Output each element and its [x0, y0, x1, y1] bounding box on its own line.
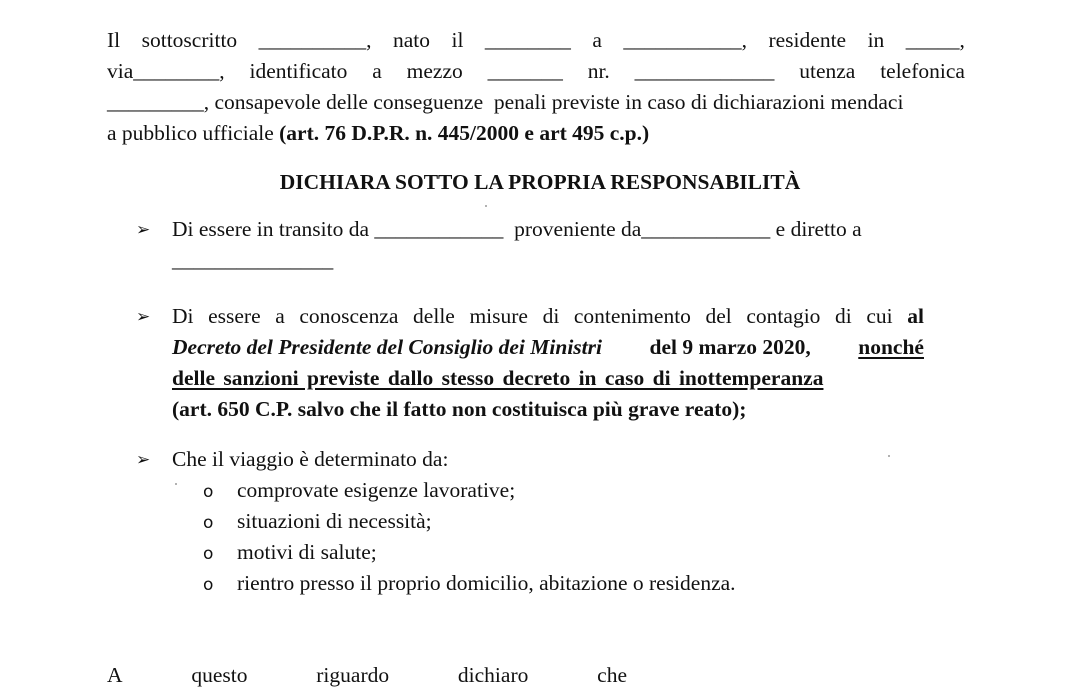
scan-speck — [485, 205, 487, 207]
arrow-bullet-icon: ➢ — [136, 307, 151, 327]
decree-title: Decreto del Presidente del Consiglio dei Ministri — [172, 335, 602, 359]
scan-speck — [175, 483, 177, 485]
scan-speck — [888, 455, 890, 457]
arrow-bullet-icon: ➢ — [136, 220, 151, 240]
decree-line-2: Decreto del Presidente del Consiglio dei Ministri del 9 marzo 2020, nonché — [172, 335, 924, 359]
footer-line: A questo riguardo dichiaro che — [107, 663, 627, 687]
name-blank[interactable]: __________, — [258, 28, 372, 52]
intro-line-2: via________, identificato a mezzo _______ nr. _____________ utenza telefonica — [107, 59, 965, 83]
decree-line-1: Di essere a conoscenza delle misure di contenimento del contagio di cui al — [172, 304, 924, 328]
intro-line-3: _________, consapevole delle conseguenze penali previste in caso di dichiarazioni mendaci — [107, 90, 904, 114]
birth-date-blank[interactable]: ________ — [484, 28, 571, 52]
id-number-blank[interactable]: _____________ — [634, 59, 775, 83]
option-marker[interactable]: o — [203, 482, 214, 502]
travel-reason-label: Che il viaggio è determinato da: — [172, 447, 449, 471]
destination-blank[interactable]: _______________ — [172, 248, 334, 272]
street-blank[interactable]: via________, — [107, 59, 225, 83]
legal-reference: (art. 76 D.P.R. n. 445/2000 e art 495 c.p.) — [279, 121, 650, 145]
intro-line-1: Il sottoscritto __________, nato il ________ a ___________, residente in _____, — [107, 28, 965, 52]
option-marker[interactable]: o — [203, 575, 214, 595]
id-document-blank[interactable]: _______ — [487, 59, 563, 83]
birth-place-blank[interactable]: ___________, — [623, 28, 748, 52]
option-health[interactable]: motivi di salute; — [237, 540, 377, 564]
arrow-bullet-icon: ➢ — [136, 450, 151, 470]
decree-line-3: delle sanzioni previste dallo stesso decreto in caso di inottemperanza — [172, 366, 824, 390]
intro-line-4: a pubblico ufficiale (art. 76 D.P.R. n. 445/2000 e art 495 c.p.) — [107, 121, 650, 145]
option-marker[interactable]: o — [203, 544, 214, 564]
option-work[interactable]: comprovate esigenze lavorative; — [237, 478, 516, 502]
option-return-home[interactable]: rientro presso il proprio domicilio, abitazione o residenza. — [237, 571, 736, 595]
transit-line-1[interactable]: Di essere in transito da ____________ proveniente da____________ e diretto a — [172, 217, 862, 241]
decree-date: del 9 marzo 2020, — [649, 335, 811, 359]
section-heading: DICHIARA SOTTO LA PROPRIA RESPONSABILITÀ — [279, 170, 801, 194]
decree-line-4: (art. 650 C.P. salvo che il fatto non costituisca più grave reato); — [172, 397, 747, 421]
option-marker[interactable]: o — [203, 513, 214, 533]
residence-blank[interactable]: _____, — [905, 28, 965, 52]
option-necessity[interactable]: situazioni di necessità; — [237, 509, 432, 533]
